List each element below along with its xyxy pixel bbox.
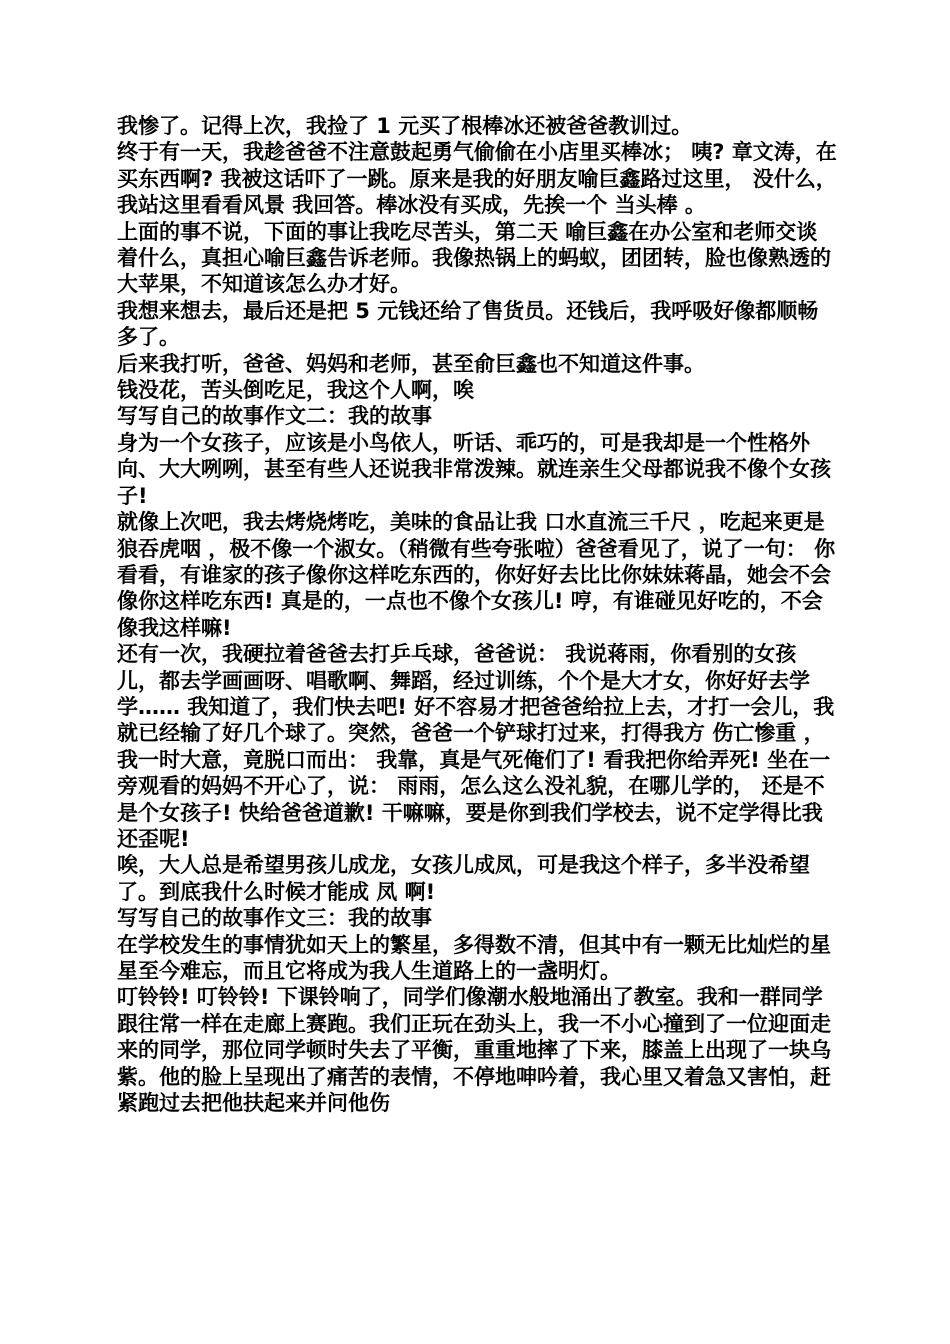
paragraph: 终于有一天，我趁爸爸不注意鼓起勇气偷偷在小店里买棒冰； 咦? 章文涛，在买东西啊? 我被这话吓了一跳。原来是我的好朋友喻巨鑫路过这里， 没什么，我站这里看看风景 我回答。棒冰没有买成，先挨一个 当头棒 。: [117, 140, 837, 218]
section-heading: 写写自己的故事作文三：我的故事: [117, 906, 432, 931]
paragraph: 我想来想去，最后还是把 5 元钱还给了售货员。还钱后，我呼吸好像都顺畅多了。: [117, 298, 819, 350]
paragraph: 唉，大人总是希望男孩儿成龙，女孩儿成凤，可是我这个样子，多半没希望了。到底我什么时候才能成 凤 啊!: [117, 853, 810, 904]
section-heading: 写写自己的故事作文二：我的故事: [117, 404, 432, 429]
paragraph: 后来我打听，爸爸、妈妈和老师，甚至俞巨鑫也不知道这件事。: [117, 351, 705, 376]
paragraph: 叮铃铃! 叮铃铃! 下课铃响了，同学们像潮水般地涌出了教室。我和一群同学跟往常一样在走廊上赛跑。我们正玩在劲头上，我一不小心撞到了一位迎面走来的同学，那位同学顿时失去了平衡，重重地摔了下来，膝盖上出现了一块乌紫。他的脸上呈现出了痛苦的表情，不停地呻吟着，我心里又着急又害怕，赶紧跑过去把他扶起来并问他伤: [117, 985, 831, 1116]
paragraph: 我惨了。记得上次，我捡了 1 元买了根棒冰还被爸爸教训过。: [117, 114, 693, 138]
paragraph: 身为一个女孩子，应该是小鸟依人，听话、乖巧的，可是我却是一个性格外向、大大咧咧，甚至有些人还说我非常泼辣。就连亲生父母都说我不像个女孩子!: [117, 430, 831, 508]
paragraph: 就像上次吧，我去烤烧烤吃，美味的食品让我 口水直流三千尺 ，吃起来更是 狼吞虎咽 ，极不像一个淑女。（稍微有些夸张啦）爸爸看见了，说了一句： 你看看，有谁家的孩子像你这样吃东西的，你好好去比比你妹妹蒋晶，她会不会像你这样吃东西! 真是的，一点也不像个女孩儿! 哼，有谁碰见好吃的，不会像我这样嘛!: [117, 510, 836, 640]
paragraph: 钱没花，苦头倒吃足，我这个人啊，唉: [117, 378, 474, 403]
paragraph: 还有一次，我硬拉着爸爸去打乒乓球，爸爸说： 我说蒋雨，你看别的女孩儿，都去学画画呀、唱歌啊、舞蹈，经过训练，个个是大才女，你好好去学学…… 我知道了，我们快去吧! 好不容易才把爸爸给拉上去，才打一会儿，我就已经输了好几个球了。突然，爸爸一个铲球打过来，打得我方 伤亡惨重 ，我一时大意，竟脱口而出： 我靠，真是气死俺们了! 看我把你给弄死! 坐在一旁观看的妈妈不开心了，说： 雨雨，怎么这么没礼貌，在哪儿学的， 还是不是个女孩子! 快给爸爸道歉! 干嘛嘛，要是你到我们学校去，说不定学得比我还歪呢!: [117, 642, 835, 851]
paragraph: 在学校发生的事情犹如天上的繁星，多得数不清，但其中有一颗无比灿烂的星星至今难忘，而且它将成为我人生道路上的一盏明灯。: [117, 932, 831, 983]
document-page: [117, 113, 837, 1116]
paragraph: 上面的事不说，下面的事让我吃尽苦头，第二天 喻巨鑫在办公室和老师交谈着什么，真担心喻巨鑫告诉老师。我像热锅上的蚂蚁，团团转，脸也像熟透的大苹果，不知道该怎么办才好。: [117, 219, 831, 297]
